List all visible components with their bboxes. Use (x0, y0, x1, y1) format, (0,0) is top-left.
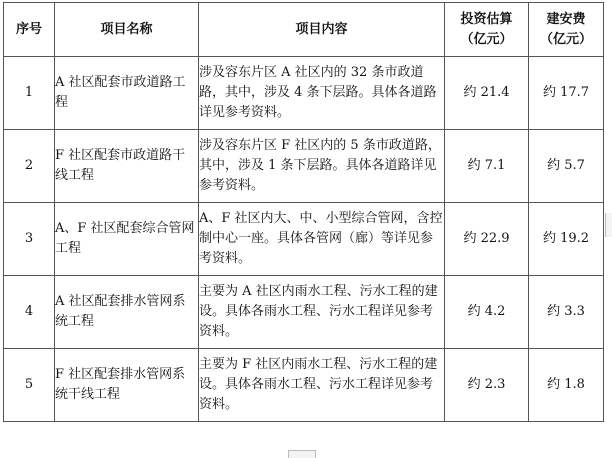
row-project-name: A 社区配套排水管网系统工程 (55, 276, 199, 349)
row-project-name: F 社区配套市政道路干线工程 (55, 130, 199, 203)
row-project-name: A、F 社区配套综合管网工程 (55, 203, 199, 276)
row-investment: 约 7.1 (445, 130, 529, 203)
row-investment: 约 21.4 (445, 57, 529, 130)
row-construction-cost: 约 19.2 (529, 203, 604, 276)
header-name: 项目名称 (55, 3, 199, 57)
project-table (3, 2, 604, 422)
row-index: 5 (4, 349, 55, 422)
table-row (4, 57, 604, 130)
row-project-content: A、F 社区内大、中、小型综合管网，含控制中心一座。具体各管网（廊）等详见参考资料。 (199, 203, 445, 276)
row-project-content: 涉及容东片区 F 社区内的 5 条市政道路，其中，涉及 1 条下层路。具体各道路详见参考资料。 (199, 130, 445, 203)
header-construction-line2: （亿元） (539, 31, 592, 47)
header-investment-line2: （亿元） (460, 31, 513, 47)
row-project-content: 主要为 F 社区内雨水工程、污水工程的建设。具体各雨水工程、污水工程详见参考资料。 (199, 349, 445, 422)
row-index: 4 (4, 276, 55, 349)
table-resize-handle[interactable] (605, 213, 612, 237)
header-construction (529, 3, 604, 57)
header-content: 项目内容 (199, 3, 445, 57)
row-index: 2 (4, 130, 55, 203)
row-construction-cost: 约 5.7 (529, 130, 604, 203)
row-project-name: A 社区配套市政道路工程 (55, 57, 199, 130)
header-investment-line1: 投资估算 (460, 11, 513, 27)
table-row (4, 349, 604, 422)
row-project-name: F 社区配套排水管网系统干线工程 (55, 349, 199, 422)
row-investment: 约 4.2 (445, 276, 529, 349)
table-row (4, 203, 604, 276)
row-investment: 约 2.3 (445, 349, 529, 422)
row-index: 3 (4, 203, 55, 276)
header-index: 序号 (4, 3, 55, 57)
table-header-row (4, 3, 604, 57)
row-construction-cost: 约 17.7 (529, 57, 604, 130)
table-row (4, 130, 604, 203)
row-project-content: 主要为 A 社区内雨水工程、污水工程的建设。具体各雨水工程、污水工程详见参考资料。 (199, 276, 445, 349)
row-index: 1 (4, 57, 55, 130)
row-investment: 约 22.9 (445, 203, 529, 276)
row-construction-cost: 约 3.3 (529, 276, 604, 349)
header-investment (445, 3, 529, 57)
row-construction-cost: 约 1.8 (529, 349, 604, 422)
header-construction-line1: 建安费 (546, 11, 586, 27)
table-row (4, 276, 604, 349)
row-project-content: 涉及容东片区 A 社区内的 32 条市政道路，其中，涉及 4 条下层路。具体各道路详见参考资料。 (199, 57, 445, 130)
